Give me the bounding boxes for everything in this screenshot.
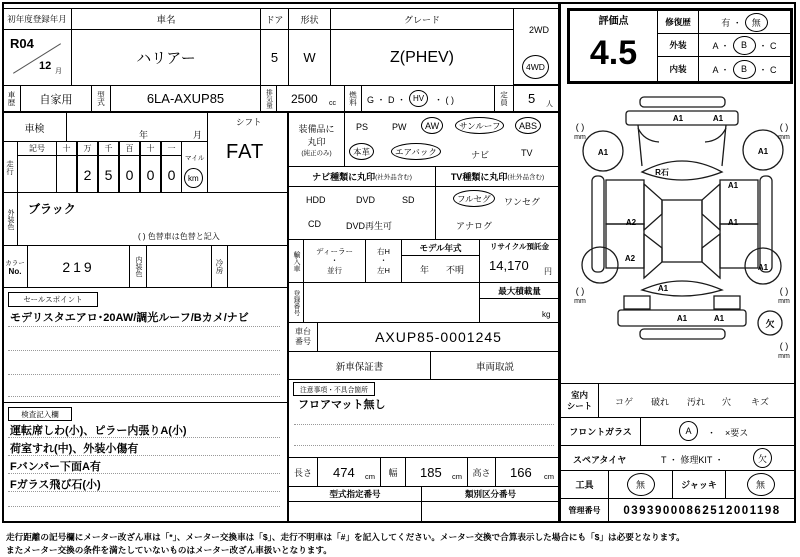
model-year-cell — [401, 239, 480, 283]
interior-grade-label: 内装 — [658, 57, 699, 81]
spare-tire-options: T ・ 修理KIT ・ — [661, 455, 724, 465]
spare-tire-row — [560, 445, 796, 471]
equipment-items — [344, 112, 560, 167]
drive-2wd: 2WD — [529, 25, 549, 35]
tv-oneseg: ワンセグ — [504, 197, 541, 207]
seat-item: コゲ — [615, 397, 634, 407]
tread-unit: mm — [778, 353, 790, 360]
windshield-rest: ・ ×要ス — [707, 428, 749, 438]
damage-mark: R石 — [655, 168, 669, 177]
jack-none-circled: 無 — [747, 473, 775, 496]
seat-row — [560, 383, 796, 418]
first-reg-label: 初年度登録年月 — [2, 8, 72, 30]
displacement-unit: cc — [329, 100, 336, 107]
repair-value — [699, 11, 790, 33]
mileage-symbol-col — [17, 141, 57, 193]
km-circled: km — [184, 168, 203, 188]
displacement-cell — [276, 85, 345, 112]
roof-panel — [662, 200, 702, 262]
equipment-label — [288, 112, 345, 167]
reg-era: R04 — [10, 36, 34, 51]
color-no-label-top: カラー — [5, 259, 25, 267]
exterior-grade-value — [699, 34, 790, 56]
nav-hdd: HDD — [306, 195, 326, 205]
mileage-col-1 — [77, 141, 98, 193]
recycle-cell — [479, 239, 560, 283]
registration-no-cell — [303, 282, 480, 323]
tread-bracket: ( ) — [779, 122, 789, 132]
mileage-col-0 — [56, 141, 77, 193]
drive-4wd-circled: 4WD — [522, 55, 549, 79]
tv-type-header — [435, 166, 560, 187]
width-cell — [405, 457, 468, 487]
mileage-col-5 — [161, 141, 182, 193]
damage-mark: A1 — [757, 263, 769, 272]
fuel-label: 燃料 — [344, 85, 362, 112]
mileage-col-header: 十 — [57, 142, 76, 156]
dotted-line — [8, 326, 280, 327]
grade-label: グレード — [330, 8, 514, 30]
mileage-col-4 — [140, 141, 161, 193]
damage-mark: A2 — [625, 218, 637, 227]
manual-cell: 車両取説 — [430, 351, 560, 380]
exterior-color-value: ブラック — [28, 202, 76, 216]
tread-bracket: ( ) — [779, 286, 789, 296]
length-value: 474 — [333, 465, 355, 480]
dotted-line — [294, 424, 554, 425]
mileage-digit: 2 — [83, 166, 92, 183]
door-value: 5 — [260, 29, 289, 86]
rear-plate-bar — [640, 329, 725, 339]
interior-color-cell — [146, 245, 212, 288]
tread-bracket: ( ) — [575, 122, 585, 132]
shaken-cell — [66, 112, 208, 142]
right-handle: 右H — [377, 246, 390, 256]
inspector-note-line: 荷室すれ(中)、外装小傷有 — [10, 443, 139, 455]
shaken-label: 車検 — [2, 112, 67, 142]
inspector-note-line: Fバンパー下面A有 — [10, 461, 101, 473]
spare-tire-label: スペアタイヤ — [573, 455, 627, 465]
equip-navi: ナビ — [471, 150, 490, 160]
exterior-color-cell — [17, 192, 288, 246]
repair-label: 修復歴 — [658, 11, 699, 33]
equip-tv: TV — [521, 148, 533, 158]
interior-color-label: 内装色 — [129, 245, 147, 288]
mile-label: マイル — [185, 155, 205, 162]
mileage-digit: 0 — [125, 166, 134, 183]
tools-none-circled: 無 — [627, 473, 655, 496]
damage-mark: A1 — [672, 114, 684, 123]
width-value: 185 — [420, 465, 442, 480]
rear-window — [642, 281, 722, 296]
interior-grade-value — [699, 57, 790, 81]
equip-abs-circled: ABS — [515, 117, 541, 134]
caution-label: 注意事項・不具合箇所 — [293, 382, 375, 396]
shaken-month-label: 月 — [193, 130, 203, 140]
footer-note-1: 走行距離の記号欄にメーター改ざん車は「*」、メーター交換車は「$」、走行不明車は「#」を記入してください。メーター交換で合算表示した場合にも「$」は必要となります。 — [6, 532, 685, 542]
left-rocker — [592, 176, 604, 272]
car-damage-diagram — [560, 84, 798, 384]
right-roof-flares — [702, 184, 720, 278]
model-code-label: 型式 — [91, 85, 111, 112]
handle-dot: ・ — [379, 256, 388, 266]
capacity-label: 定員 — [494, 85, 514, 112]
front-plate-bar — [640, 97, 725, 107]
nav-type-header — [288, 166, 436, 187]
width-unit: cm — [452, 472, 462, 481]
right-front-door — [720, 180, 758, 224]
mileage-col-header: 百 — [120, 142, 139, 156]
mileage-col-header: 十 — [141, 142, 160, 156]
color-change-note: ( ) 色替車は色替と記入 — [138, 232, 220, 241]
equipment-label-1: 装備品に — [298, 124, 335, 134]
tv-type-header-small: (社外品含む) — [507, 174, 545, 181]
equip-airbag-circled: エアバック — [391, 143, 441, 160]
damage-mark: A1 — [727, 218, 739, 227]
tv-analog: アナログ — [456, 221, 493, 231]
tread-bracket: ( ) — [575, 286, 585, 296]
length-unit: cm — [365, 472, 375, 481]
exterior-grade-row — [658, 34, 790, 57]
grade-a: A ・ — [712, 64, 730, 75]
equipment-label-2: 丸印 — [307, 137, 326, 147]
damage-mark: A1 — [712, 114, 724, 123]
class-division-label: 類別区分番号 — [421, 486, 560, 502]
capacity-unit: 人 — [546, 101, 553, 108]
nav-type-items — [288, 186, 436, 240]
model-year-year: 年 — [420, 265, 430, 275]
nav-sd: SD — [402, 195, 415, 205]
exterior-b-circled: B — [733, 36, 756, 55]
sales-point-label: セールスポイント — [8, 292, 98, 307]
right-tail-light — [714, 296, 740, 309]
car-name-value: ハリアー — [71, 29, 261, 86]
length-cell — [317, 457, 381, 487]
windshield-a-circled: A — [679, 421, 698, 441]
capacity-value: 5 — [528, 91, 536, 106]
inspector-note-line: 運転席しわ(小)、ピラー内張りA(小) — [10, 425, 187, 437]
mileage-col-2 — [98, 141, 119, 193]
fuel-hv-circled: HV — [409, 90, 428, 107]
nav-cd: CD — [308, 219, 321, 229]
seat-item: 汚れ — [687, 397, 706, 407]
headlights — [638, 128, 726, 142]
max-load-cell — [479, 282, 560, 323]
interior-grade-row — [658, 57, 790, 81]
jack-value-cell — [726, 471, 795, 498]
right-rocker — [757, 176, 772, 272]
nav-type-header-text: ナビ種類に丸印 — [312, 172, 376, 182]
left-handle: 左H — [377, 265, 390, 275]
registration-no-label: 登録番号 — [288, 282, 304, 323]
equip-ps: PS — [356, 122, 369, 132]
footer-note-2: またメーター交換の条件を満たしていないものはメーター改ざん車扱いとなります。 — [6, 545, 332, 555]
management-no-row — [560, 498, 796, 523]
mileage-digit: 0 — [167, 166, 176, 183]
caution-text: フロアマット無し — [298, 399, 386, 411]
type-designation-label: 型式指定番号 — [288, 486, 422, 502]
color-no-label-bottom: No. — [8, 266, 22, 276]
dotted-line — [294, 445, 554, 446]
damage-mark: A1 — [597, 148, 609, 157]
damage-mark: A1 — [757, 147, 769, 156]
dotted-line — [8, 437, 280, 438]
model-year-unknown: 不明 — [446, 265, 465, 275]
windshield-row — [560, 417, 796, 446]
height-cell — [495, 457, 560, 487]
equip-leather-circled: 本革 — [349, 143, 374, 160]
exterior-grade-label: 外装 — [658, 34, 699, 56]
shift-value: FAT — [226, 141, 265, 163]
import-dot: ・ — [330, 256, 339, 266]
windshield-label: フロントガラス — [561, 418, 641, 445]
spare-missing-circled: 欠 — [753, 448, 772, 468]
tread-unit: mm — [574, 134, 586, 141]
mileage-col-header: 万 — [78, 142, 97, 156]
import-parallel: 並行 — [327, 265, 342, 275]
first-reg-value — [2, 29, 72, 86]
tv-fullseg-circled: フルセグ — [453, 190, 495, 207]
capacity-cell — [513, 85, 560, 112]
shift-label: シフト — [236, 117, 262, 127]
chassis-label-1: 車台 — [295, 327, 311, 337]
equipment-label-3: (純正のみ) — [301, 150, 332, 157]
interior-b-circled: B — [733, 60, 756, 79]
left-tail-light — [624, 296, 650, 309]
seat-item: 穴 — [722, 397, 732, 407]
length-label: 長さ — [288, 457, 318, 487]
right-rear-door — [720, 224, 758, 268]
tread-bracket: ( ) — [779, 341, 789, 351]
fuel-options-post: ・ ( ) — [434, 95, 454, 105]
grade-c: ・ C — [758, 40, 777, 51]
damage-mark: A1 — [676, 314, 688, 323]
ac-cell — [227, 245, 288, 288]
equip-aw-circled: AW — [421, 117, 443, 134]
dotted-line — [8, 506, 280, 507]
chassis-no-value: AXUP85-0001245 — [317, 322, 560, 352]
displacement-label: 排気量 — [260, 85, 277, 112]
width-label: 幅 — [380, 457, 406, 487]
door-label: ドア — [260, 8, 289, 30]
recycle-value: 14,170 — [489, 258, 529, 273]
nav-dvd: DVD — [356, 195, 376, 205]
color-no-label — [2, 245, 28, 288]
chassis-no-label — [288, 322, 318, 352]
history-label: 車歴 — [2, 85, 21, 112]
score-value: 4.5 — [589, 33, 638, 72]
rear-left-wheel — [582, 247, 618, 283]
left-roof-flares — [644, 184, 662, 278]
class-division-value — [421, 501, 560, 523]
reg-month-unit: 月 — [55, 68, 62, 75]
fuel-cell — [361, 85, 495, 112]
mileage-digit — [57, 156, 76, 193]
sales-point-text: モデリスタエアロ･20AW/調光ルーフ/Bカメ/ナビ — [10, 312, 249, 324]
score-label: 評価点 — [598, 15, 629, 27]
inspector-notes-label: 検査記入欄 — [8, 407, 72, 421]
tread-unit: mm — [778, 298, 790, 305]
reg-month: 12 — [39, 60, 52, 72]
displacement-value: 2500 — [291, 92, 318, 106]
import-label: 輸入車 — [288, 239, 304, 283]
warranty-cell: 新車保証書 — [288, 351, 431, 380]
dotted-line — [8, 374, 280, 375]
seat-item: 破れ — [651, 397, 670, 407]
shift-cell — [207, 112, 288, 193]
damage-mark: A2 — [624, 254, 636, 263]
mileage-label: 走行 — [2, 141, 18, 193]
damage-mark: A1 — [657, 284, 669, 293]
seat-label-2: シート — [566, 400, 593, 411]
inspector-note-line: Fガラス飛び石(小) — [10, 479, 101, 491]
equip-sunroof-circled: サンルーフ — [455, 117, 504, 134]
repair-row — [658, 11, 790, 34]
dotted-line — [8, 491, 280, 492]
exterior-color-label: 外装色 — [2, 192, 18, 246]
recycle-label: リサイクル預託金 — [490, 242, 549, 251]
mileage-unit-cell — [181, 141, 208, 193]
height-unit: cm — [544, 472, 554, 481]
model-code-value: 6LA-AXUP85 — [110, 85, 261, 112]
windshield — [642, 161, 722, 180]
shape-value: W — [288, 29, 331, 86]
mileage-col-3 — [119, 141, 140, 193]
tools-value-cell — [609, 471, 673, 498]
dotted-line — [8, 455, 280, 456]
dotted-line — [8, 350, 280, 351]
ac-label: 冷房 — [211, 245, 228, 288]
seat-label — [561, 384, 599, 417]
mileage-col-header: 千 — [99, 142, 118, 156]
nav-dvd-play: DVD再生可 — [346, 221, 393, 231]
score-cell — [570, 11, 658, 81]
mileage-digit: 5 — [104, 166, 113, 183]
management-no-label: 管理番号 — [561, 499, 609, 522]
equip-pw: PW — [392, 122, 407, 132]
dotted-line — [8, 396, 280, 397]
max-load-unit: kg — [542, 310, 551, 319]
evaluation-box — [567, 8, 793, 84]
seat-label-1: 室内 — [570, 390, 588, 401]
shaken-year-label: 年 — [139, 130, 149, 140]
tv-type-header-text: TV種類に丸印 — [450, 172, 508, 182]
dotted-line — [8, 473, 280, 474]
nav-type-header-small: (社外品含む) — [375, 174, 412, 181]
max-load-label: 最大積載量 — [480, 283, 559, 299]
grade-value: Z(PHEV) — [330, 29, 514, 86]
color-no-value: 219 — [27, 245, 130, 288]
damage-mark: A1 — [727, 181, 739, 190]
tread-unit: mm — [778, 134, 790, 141]
import-dealer: ディーラー — [316, 246, 353, 256]
hood-sides — [638, 125, 726, 166]
recycle-unit: 円 — [544, 267, 552, 276]
repair-none-circled: 無 — [745, 13, 768, 32]
grade-a: A ・ — [712, 40, 730, 51]
car-name-label: 車名 — [71, 8, 261, 30]
grade-c: ・ C — [758, 64, 777, 75]
shape-label: 形状 — [288, 8, 331, 30]
mileage-symbol-label: 記号 — [18, 142, 56, 156]
history-value: 自家用 — [20, 85, 92, 112]
height-label: 高さ — [467, 457, 496, 487]
tools-row — [560, 470, 796, 499]
drive-type-cell — [513, 8, 560, 85]
jack-label: ジャッキ — [673, 471, 726, 498]
tread-unit: mm — [574, 298, 586, 305]
import-handle-cell — [365, 239, 402, 283]
import-dealer-cell — [303, 239, 366, 283]
tv-type-items — [435, 186, 560, 240]
mileage-col-header: 一 — [162, 142, 181, 156]
model-year-label: モデル年式 — [402, 240, 479, 256]
seat-item: キズ — [751, 397, 769, 407]
fuel-options-pre: G ・ D ・ — [367, 95, 407, 105]
tools-label: 工具 — [561, 471, 609, 498]
height-value: 166 — [510, 465, 532, 480]
mileage-digit: 0 — [146, 166, 155, 183]
spare-missing-mark: 欠 — [765, 319, 775, 329]
damage-mark: A1 — [713, 314, 725, 323]
type-designation-value — [288, 501, 422, 523]
management-no-value: 03939000862512001198 — [623, 504, 781, 517]
chassis-label-2: 番号 — [295, 337, 311, 346]
repair-options: 有 ・ — [721, 17, 742, 28]
